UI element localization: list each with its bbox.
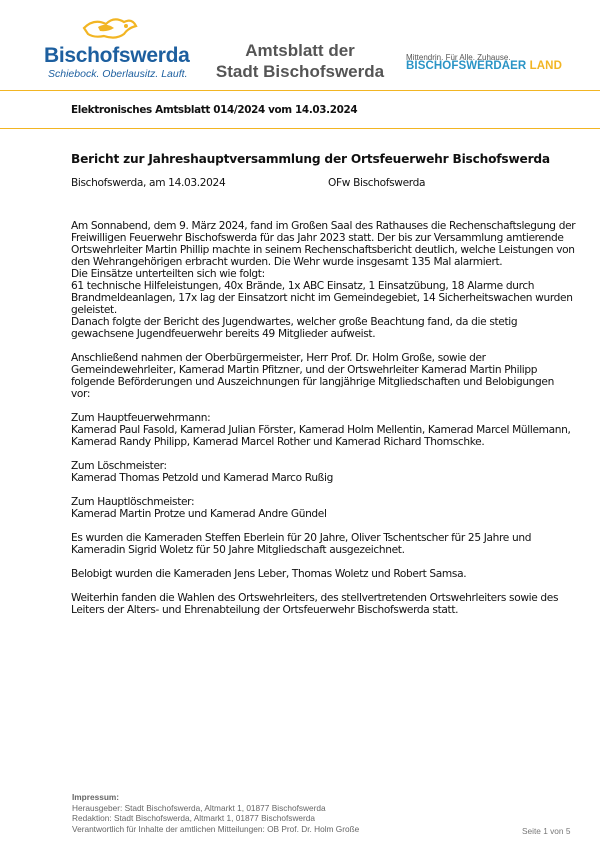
paragraph-commendations: Belobigt wurden die Kameraden Jens Leber, Thomas Woletz und Robert Samsa. — [71, 568, 467, 580]
spacer — [71, 340, 576, 352]
rank-hauptloeschmeister-names: Kamerad Martin Protze und Kamerad Andre Gündel — [71, 508, 327, 520]
page-header — [0, 0, 600, 90]
spacer — [71, 520, 576, 532]
author: OFw Bischofswerda — [328, 177, 426, 189]
paragraph-promotions-intro: Anschließend nahmen der Oberbürgermeister, Herr Prof. Dr. Holm Große, sowie der Gemeindewehrleiter, Kamerad Martin Pfitzner, und der Ortswehrleiter Kamerad Martin Philipp folgende Beförderungen und Auszeichnungen für langjährige Mitgliedschaften und Belobigungen vor: — [71, 352, 554, 400]
region-brand-main: BISCHOFSWERDAER — [406, 60, 527, 72]
document-heading: Bericht zur Jahreshauptversammlung der Ortsfeuerwehr Bischofswerda — [71, 152, 550, 166]
document-body — [71, 220, 576, 616]
header-divider — [0, 90, 600, 91]
publication-title-line1: Amtsblatt der — [245, 41, 355, 60]
rank-loeschmeister-title: Zum Löschmeister: — [71, 460, 167, 472]
paragraph-breakdown-label: Die Einsätze unterteilten sich wie folgt: — [71, 268, 265, 280]
publication-title — [205, 40, 395, 82]
impressum-publisher: Herausgeber: Stadt Bischofswerda, Altmarkt 1, 01877 Bischofswerda — [72, 802, 326, 813]
impressum-responsible: Verantwortlich für Inhalte der amtlichen Mitteilungen: OB Prof. Dr. Holm Große — [72, 823, 360, 834]
spacer — [71, 484, 576, 496]
region-brand — [406, 60, 562, 72]
paragraph-membership-awards: Es wurden die Kameraden Steffen Eberlein für 20 Jahre, Oliver Tschentscher für 25 Jahre und Kameradin Sigrid Woletz für 50 Jahre Mitgliedschaft ausgezeichnet. — [71, 532, 532, 556]
impressum-label: Impressum: — [72, 792, 120, 802]
paragraph-elections: Weiterhin fanden die Wahlen des Ortswehrleiters, des stellvertretenden Ortswehrleiters sowie des Leiters der Alters- und Ehrenabteilung der Ortsfeuerwehr Bischofswerda statt. — [71, 592, 559, 616]
region-brand-accent: LAND — [529, 60, 562, 72]
page-number: Seite 1 von 5 — [522, 826, 571, 836]
rank-loeschmeister-names: Kamerad Thomas Petzold und Kamerad Marco Rußig — [71, 472, 333, 484]
rooster-logo-icon — [80, 16, 140, 44]
logo-name: Bischofswerda — [44, 44, 190, 67]
impressum-footer — [72, 792, 577, 834]
document-reference: Elektronisches Amtsblatt 014/2024 vom 14.03.2024 — [71, 104, 358, 116]
spacer — [71, 556, 576, 568]
paragraph-breakdown: 61 technische Hilfeleistungen, 40x Brände, 1x ABC Einsatz, 1 Einsatzübung, 18 Alarme durch Brandmeldeanlagen, 17x lag der Einsatzort nicht im Gemeindegebiet, 14 Sicherheitswachen wurden geleistet. — [71, 280, 573, 316]
region-tagline: Mittendrin. Für Alle. Zuhause. — [406, 53, 511, 62]
spacer — [71, 448, 576, 460]
rank-hauptfeuerwehrmann-title: Zum Hauptfeuerwehrmann: — [71, 412, 211, 424]
bischofswerda-logo — [44, 16, 194, 82]
spacer — [71, 400, 576, 412]
logo-tagline: Schiebock. Oberlausitz. Lauft. — [48, 68, 188, 80]
paragraph-youth: Danach folgte der Bericht des Jugendwartes, welcher große Beachtung fand, da die stetig gewachsene Jugendfeuerwehr bereits 49 Mitglieder aufweist. — [71, 316, 518, 340]
place-date: Bischofswerda, am 14.03.2024 — [71, 177, 226, 189]
reference-divider — [0, 128, 600, 129]
spacer — [71, 580, 576, 592]
publication-title-line2: Stadt Bischofswerda — [215, 62, 385, 81]
rank-hauptloeschmeister-title: Zum Hauptlöschmeister: — [71, 496, 195, 508]
paragraph-intro: Am Sonnabend, dem 9. März 2024, fand im Großen Saal des Rathauses die Rechenschaftslegung der Freiwilligen Feuerwehr Bischofswerda für das Jahr 2023 statt. Der bis zur Versammlung amtierende Ortswehrleiter Martin Phillip machte in seinem Rechenschaftsbericht deutlich, welche Leistungen von den Wehrangehörigen erbracht wurden. Die Wehr wurde insgesamt 135 Mal alarmiert. — [71, 220, 576, 268]
impressum-editorial: Redaktion: Stadt Bischofswerda, Altmarkt 1, 01877 Bischofswerda — [72, 813, 316, 823]
rank-hauptfeuerwehrmann-names: Kamerad Paul Fasold, Kamerad Julian Förster, Kamerad Holm Mellentin, Kamerad Marcel Müllemann, Kamerad Randy Philipp, Kamerad Marcel Rother und Kamerad Richard Thomschke. — [71, 424, 571, 448]
